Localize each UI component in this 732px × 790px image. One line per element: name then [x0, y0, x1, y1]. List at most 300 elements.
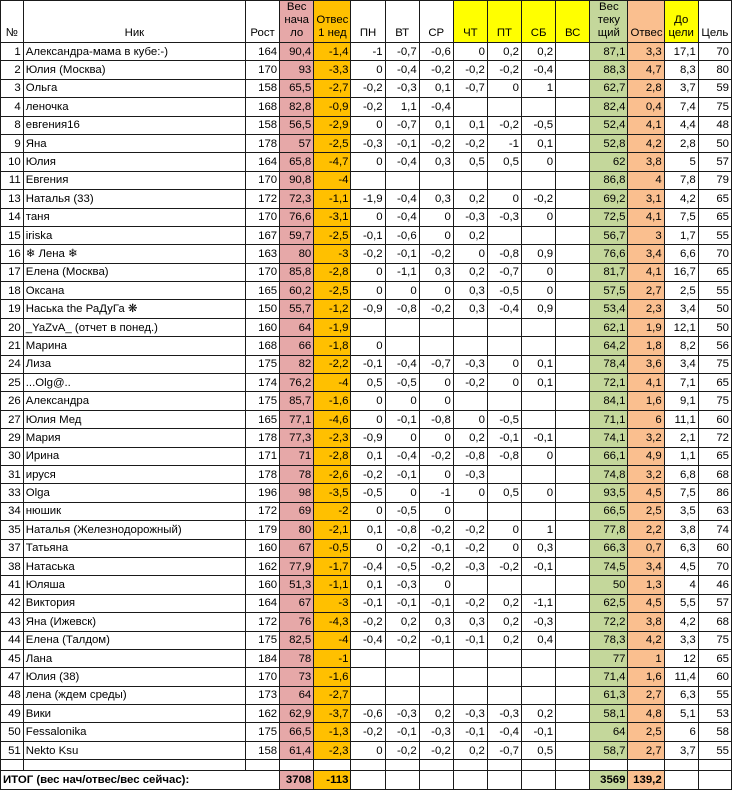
cell-fri[interactable]: 0,5	[487, 153, 521, 171]
cell-fri[interactable]: -0,8	[487, 447, 521, 465]
cell-height[interactable]: 164	[246, 153, 280, 171]
cell-fri[interactable]: 0,2	[487, 594, 521, 612]
cell-wed[interactable]: -0,1	[419, 631, 453, 649]
cell-sun[interactable]	[556, 741, 590, 759]
cell-goal[interactable]: 65	[698, 263, 731, 281]
cell-to-goal[interactable]: 4,2	[664, 613, 698, 631]
cell-wed[interactable]	[419, 668, 453, 686]
cell-loss-week[interactable]: -4	[314, 171, 351, 189]
cell-to-goal[interactable]: 11,1	[664, 410, 698, 428]
cell-weight-current[interactable]: 77,8	[590, 521, 628, 539]
cell-nick[interactable]: _YaZvA_ (отчет в понед.)	[23, 318, 245, 336]
cell-weight-current[interactable]: 66,3	[590, 539, 628, 557]
cell-loss[interactable]: 4,8	[628, 705, 664, 723]
cell-fri[interactable]: -1	[487, 134, 521, 152]
cell-thu[interactable]	[453, 502, 487, 520]
cell-mon[interactable]: -0,1	[351, 355, 385, 373]
cell-nick[interactable]: ...Olg@..	[23, 374, 245, 392]
cell-fri[interactable]: -0,7	[487, 263, 521, 281]
cell-loss[interactable]: 2,2	[628, 521, 664, 539]
cell-fri[interactable]: 0	[487, 79, 521, 97]
cell-weight-start[interactable]: 66,5	[280, 723, 314, 741]
cell-row-num[interactable]: 3	[1, 79, 24, 97]
cell-tue[interactable]: 0	[385, 392, 419, 410]
cell-row-num[interactable]: 20	[1, 318, 24, 336]
cell-mon[interactable]: -0,2	[351, 98, 385, 116]
cell-goal[interactable]: 55	[698, 226, 731, 244]
cell-wed[interactable]	[419, 337, 453, 355]
cell-to-goal[interactable]: 7,1	[664, 374, 698, 392]
cell-height[interactable]: 178	[246, 134, 280, 152]
cell-row-num[interactable]: 30	[1, 447, 24, 465]
cell-nick[interactable]: Ольга	[23, 79, 245, 97]
cell-fri[interactable]: -0,5	[487, 410, 521, 428]
cell-fri[interactable]: -0,5	[487, 282, 521, 300]
cell-mon[interactable]: 0,1	[351, 447, 385, 465]
cell-height[interactable]: 158	[246, 116, 280, 134]
cell-weight-start[interactable]: 78	[280, 649, 314, 667]
cell-mon[interactable]: 0	[351, 539, 385, 557]
cell-row-num[interactable]: 47	[1, 668, 24, 686]
cell-height[interactable]: 196	[246, 484, 280, 502]
cell-weight-current[interactable]: 72,5	[590, 208, 628, 226]
cell-thu[interactable]: 0,2	[453, 190, 487, 208]
cell-weight-current[interactable]: 56,7	[590, 226, 628, 244]
cell-row-num[interactable]: 11	[1, 171, 24, 189]
cell-row-num[interactable]: 45	[1, 649, 24, 667]
cell-nick[interactable]: Александра-мама в кубе:-)	[23, 43, 245, 61]
cell-weight-start[interactable]: 71	[280, 447, 314, 465]
cell-row-num[interactable]: 18	[1, 282, 24, 300]
cell-weight-current[interactable]: 78,4	[590, 355, 628, 373]
cell-loss-week[interactable]: -2,8	[314, 447, 351, 465]
cell-to-goal[interactable]: 9,1	[664, 392, 698, 410]
cell-sat[interactable]: 1	[522, 79, 556, 97]
col-to-goal-header[interactable]: До цели	[664, 1, 698, 43]
cell-sat[interactable]: -0,5	[522, 116, 556, 134]
cell-fri[interactable]	[487, 668, 521, 686]
cell-wed[interactable]: -0,2	[419, 134, 453, 152]
cell-to-goal[interactable]: 17,1	[664, 43, 698, 61]
cell-mon[interactable]: 0	[351, 741, 385, 759]
cell-goal[interactable]: 80	[698, 61, 731, 79]
cell-loss-week[interactable]: -1,8	[314, 337, 351, 355]
cell-loss[interactable]: 1,9	[628, 318, 664, 336]
cell-thu[interactable]: -0,3	[453, 355, 487, 373]
cell-nick[interactable]: Мария	[23, 429, 245, 447]
cell-thu[interactable]	[453, 337, 487, 355]
cell-weight-current[interactable]: 62,1	[590, 318, 628, 336]
cell-sun[interactable]	[556, 374, 590, 392]
cell-sun[interactable]	[556, 116, 590, 134]
cell-weight-current[interactable]: 81,7	[590, 263, 628, 281]
cell-loss-week[interactable]: -2,5	[314, 226, 351, 244]
cell-loss[interactable]: 4,5	[628, 484, 664, 502]
cell-nick[interactable]: Юлия (38)	[23, 668, 245, 686]
cell-weight-current[interactable]: 53,4	[590, 300, 628, 318]
cell-goal[interactable]: 50	[698, 134, 731, 152]
cell-fri[interactable]	[487, 171, 521, 189]
cell-loss[interactable]: 2,7	[628, 282, 664, 300]
cell-thu[interactable]	[453, 392, 487, 410]
cell-loss-week[interactable]: -1	[314, 649, 351, 667]
cell-loss[interactable]: 4,2	[628, 631, 664, 649]
cell-nick[interactable]: Ирина	[23, 447, 245, 465]
cell-goal[interactable]: 72	[698, 429, 731, 447]
cell-fri[interactable]: 0,2	[487, 43, 521, 61]
cell-height[interactable]: 178	[246, 465, 280, 483]
cell-weight-current[interactable]: 58,1	[590, 705, 628, 723]
cell-goal[interactable]: 75	[698, 631, 731, 649]
cell-sun[interactable]	[556, 318, 590, 336]
cell-fri[interactable]: -0,7	[487, 741, 521, 759]
cell-goal[interactable]: 75	[698, 392, 731, 410]
cell-nick[interactable]: Александра	[23, 392, 245, 410]
total-weight-current[interactable]: 3569	[590, 771, 628, 789]
cell-weight-start[interactable]: 51,3	[280, 576, 314, 594]
cell-weight-current[interactable]: 50	[590, 576, 628, 594]
cell-row-num[interactable]: 2	[1, 61, 24, 79]
cell-goal[interactable]: 57	[698, 153, 731, 171]
cell-to-goal[interactable]: 12,1	[664, 318, 698, 336]
cell-goal[interactable]: 55	[698, 686, 731, 704]
cell-thu[interactable]	[453, 98, 487, 116]
cell-nick[interactable]: Яна	[23, 134, 245, 152]
cell-goal[interactable]: 70	[698, 43, 731, 61]
cell-weight-current[interactable]: 64	[590, 723, 628, 741]
cell-wed[interactable]: 0,3	[419, 613, 453, 631]
cell-tue[interactable]: -0,1	[385, 723, 419, 741]
cell-thu[interactable]: -0,2	[453, 521, 487, 539]
cell-height[interactable]: 158	[246, 79, 280, 97]
cell-weight-current[interactable]: 66,1	[590, 447, 628, 465]
cell-to-goal[interactable]: 2,1	[664, 429, 698, 447]
cell-loss[interactable]: 2,7	[628, 686, 664, 704]
cell-wed[interactable]: 0	[419, 226, 453, 244]
cell-row-num[interactable]: 29	[1, 429, 24, 447]
cell-thu[interactable]: 0,3	[453, 282, 487, 300]
cell-tue[interactable]: -0,3	[385, 576, 419, 594]
cell-wed[interactable]: -0,2	[419, 741, 453, 759]
cell-row-num[interactable]: 41	[1, 576, 24, 594]
cell-fri[interactable]: 0	[487, 190, 521, 208]
cell-loss[interactable]: 0,4	[628, 98, 664, 116]
cell-to-goal[interactable]: 8,3	[664, 61, 698, 79]
cell-weight-start[interactable]: 65,8	[280, 153, 314, 171]
cell-goal[interactable]: 75	[698, 355, 731, 373]
cell-fri[interactable]: -0,3	[487, 208, 521, 226]
cell-height[interactable]: 165	[246, 410, 280, 428]
cell-height[interactable]: 172	[246, 502, 280, 520]
cell-mon[interactable]	[351, 668, 385, 686]
cell-sun[interactable]	[556, 686, 590, 704]
cell-height[interactable]: 162	[246, 557, 280, 575]
cell-weight-start[interactable]: 93	[280, 61, 314, 79]
cell-weight-current[interactable]: 66,5	[590, 502, 628, 520]
cell-to-goal[interactable]: 3,4	[664, 355, 698, 373]
cell-loss[interactable]: 4,1	[628, 208, 664, 226]
cell-mon[interactable]: -0,2	[351, 245, 385, 263]
cell-mon[interactable]: -1	[351, 43, 385, 61]
cell-loss[interactable]: 3,6	[628, 355, 664, 373]
cell-loss[interactable]: 3,4	[628, 245, 664, 263]
cell-loss-week[interactable]: -2,1	[314, 521, 351, 539]
cell-tue[interactable]: -0,1	[385, 410, 419, 428]
cell-mon[interactable]: 0	[351, 61, 385, 79]
cell-nick[interactable]: леночка	[23, 98, 245, 116]
cell-to-goal[interactable]: 16,7	[664, 263, 698, 281]
cell-sun[interactable]	[556, 337, 590, 355]
cell-loss[interactable]: 3,2	[628, 429, 664, 447]
cell-loss[interactable]: 3,1	[628, 190, 664, 208]
cell-thu[interactable]: -0,2	[453, 134, 487, 152]
cell-loss[interactable]: 1,6	[628, 392, 664, 410]
cell-tue[interactable]: -0,8	[385, 300, 419, 318]
cell-weight-current[interactable]: 52,4	[590, 116, 628, 134]
cell-goal[interactable]: 50	[698, 300, 731, 318]
cell-fri[interactable]: 0,5	[487, 484, 521, 502]
cell-loss[interactable]: 4,2	[628, 134, 664, 152]
cell-sat[interactable]: -1,1	[522, 594, 556, 612]
cell-sun[interactable]	[556, 43, 590, 61]
cell-row-num[interactable]: 48	[1, 686, 24, 704]
cell-tue[interactable]: -1,1	[385, 263, 419, 281]
cell-loss-week[interactable]: -0,5	[314, 539, 351, 557]
cell-loss-week[interactable]: -4,3	[314, 613, 351, 631]
cell-loss[interactable]: 4	[628, 171, 664, 189]
cell-mon[interactable]: 0,5	[351, 374, 385, 392]
cell-height[interactable]: 184	[246, 649, 280, 667]
cell-tue[interactable]: -0,1	[385, 465, 419, 483]
cell-sat[interactable]: 0,1	[522, 355, 556, 373]
cell-fri[interactable]: -0,4	[487, 300, 521, 318]
cell-goal[interactable]: 55	[698, 282, 731, 300]
cell-weight-current[interactable]: 78,3	[590, 631, 628, 649]
cell-nick[interactable]: Olga	[23, 484, 245, 502]
cell-weight-current[interactable]: 84,1	[590, 392, 628, 410]
cell-loss-week[interactable]: -1,7	[314, 557, 351, 575]
cell-goal[interactable]: 65	[698, 374, 731, 392]
cell-height[interactable]: 175	[246, 631, 280, 649]
cell-thu[interactable]	[453, 668, 487, 686]
cell-sun[interactable]	[556, 631, 590, 649]
cell-nick[interactable]: Наталья (33)	[23, 190, 245, 208]
cell-sun[interactable]	[556, 502, 590, 520]
cell-weight-start[interactable]: 55,7	[280, 300, 314, 318]
cell-weight-start[interactable]: 90,4	[280, 43, 314, 61]
cell-mon[interactable]: -0,9	[351, 300, 385, 318]
cell-to-goal[interactable]: 3,7	[664, 741, 698, 759]
cell-loss[interactable]: 2,5	[628, 723, 664, 741]
cell-thu[interactable]: -0,1	[453, 723, 487, 741]
cell-tue[interactable]: 1,1	[385, 98, 419, 116]
cell-loss[interactable]: 3,4	[628, 557, 664, 575]
cell-tue[interactable]: 0,2	[385, 613, 419, 631]
cell-mon[interactable]: 0	[351, 392, 385, 410]
cell-thu[interactable]: 0	[453, 43, 487, 61]
cell-wed[interactable]	[419, 318, 453, 336]
cell-nick[interactable]: iriska	[23, 226, 245, 244]
cell-thu[interactable]	[453, 171, 487, 189]
cell-height[interactable]: 170	[246, 208, 280, 226]
cell-wed[interactable]: 0	[419, 392, 453, 410]
cell-loss-week[interactable]: -3,3	[314, 61, 351, 79]
cell-sat[interactable]	[522, 502, 556, 520]
cell-wed[interactable]: 0	[419, 502, 453, 520]
cell-fri[interactable]	[487, 318, 521, 336]
cell-tue[interactable]: -0,5	[385, 557, 419, 575]
cell-to-goal[interactable]: 3,3	[664, 631, 698, 649]
cell-height[interactable]: 175	[246, 355, 280, 373]
cell-to-goal[interactable]: 12	[664, 649, 698, 667]
cell-tue[interactable]: -0,4	[385, 208, 419, 226]
cell-sat[interactable]	[522, 668, 556, 686]
cell-fri[interactable]: 0	[487, 539, 521, 557]
cell-sat[interactable]: 0	[522, 484, 556, 502]
cell-loss[interactable]: 1,3	[628, 576, 664, 594]
cell-sat[interactable]: 0	[522, 153, 556, 171]
cell-tue[interactable]: -0,3	[385, 705, 419, 723]
cell-weight-start[interactable]: 56,5	[280, 116, 314, 134]
cell-sun[interactable]	[556, 557, 590, 575]
cell-sat[interactable]: 0	[522, 282, 556, 300]
cell-loss-week[interactable]: -3,5	[314, 484, 351, 502]
cell-tue[interactable]: -0,4	[385, 447, 419, 465]
cell-height[interactable]: 170	[246, 668, 280, 686]
cell-goal[interactable]: 65	[698, 649, 731, 667]
cell-row-num[interactable]: 26	[1, 392, 24, 410]
cell-wed[interactable]: 0	[419, 576, 453, 594]
cell-height[interactable]: 171	[246, 447, 280, 465]
cell-goal[interactable]: 65	[698, 208, 731, 226]
cell-nick[interactable]: Яна (Ижевск)	[23, 613, 245, 631]
col-loss-week-header[interactable]: Отвес 1 нед	[314, 1, 351, 43]
cell-row-num[interactable]: 8	[1, 116, 24, 134]
cell-nick[interactable]: Лиза	[23, 355, 245, 373]
cell-sat[interactable]	[522, 337, 556, 355]
cell-goal[interactable]: 53	[698, 705, 731, 723]
cell-sat[interactable]: -0,4	[522, 61, 556, 79]
cell-weight-start[interactable]: 76,2	[280, 374, 314, 392]
cell-thu[interactable]: 0,2	[453, 741, 487, 759]
cell-weight-current[interactable]: 93,5	[590, 484, 628, 502]
cell-wed[interactable]: -0,2	[419, 61, 453, 79]
cell-sat[interactable]	[522, 318, 556, 336]
cell-fri[interactable]	[487, 576, 521, 594]
cell-height[interactable]: 168	[246, 98, 280, 116]
cell-thu[interactable]: 0	[453, 410, 487, 428]
cell-goal[interactable]: 86	[698, 484, 731, 502]
cell-mon[interactable]: -0,1	[351, 226, 385, 244]
cell-sat[interactable]: 0,5	[522, 741, 556, 759]
cell-nick[interactable]: евгения16	[23, 116, 245, 134]
cell-wed[interactable]	[419, 686, 453, 704]
cell-row-num[interactable]: 1	[1, 43, 24, 61]
cell-thu[interactable]: -0,8	[453, 447, 487, 465]
cell-sun[interactable]	[556, 521, 590, 539]
cell-tue[interactable]: -0,2	[385, 741, 419, 759]
cell-mon[interactable]: -0,4	[351, 631, 385, 649]
cell-weight-current[interactable]: 77	[590, 649, 628, 667]
cell-thu[interactable]: 0,3	[453, 613, 487, 631]
cell-height[interactable]: 165	[246, 282, 280, 300]
cell-sun[interactable]	[556, 355, 590, 373]
cell-weight-start[interactable]: 65,5	[280, 79, 314, 97]
cell-goal[interactable]: 63	[698, 502, 731, 520]
cell-nick[interactable]: Наська the РаДуГа ❋	[23, 300, 245, 318]
cell-height[interactable]: 168	[246, 337, 280, 355]
cell-wed[interactable]: 0,3	[419, 263, 453, 281]
cell-mon[interactable]: -0,9	[351, 429, 385, 447]
cell-to-goal[interactable]: 1,1	[664, 447, 698, 465]
cell-to-goal[interactable]: 7,5	[664, 208, 698, 226]
cell-tue[interactable]	[385, 171, 419, 189]
cell-wed[interactable]: -0,8	[419, 410, 453, 428]
cell-mon[interactable]: 0	[351, 337, 385, 355]
cell-weight-start[interactable]: 69	[280, 502, 314, 520]
cell-thu[interactable]	[453, 649, 487, 667]
cell-loss-week[interactable]: -3,7	[314, 705, 351, 723]
cell-sat[interactable]: -0,2	[522, 190, 556, 208]
cell-to-goal[interactable]: 4,4	[664, 116, 698, 134]
cell-row-num[interactable]: 9	[1, 134, 24, 152]
cell-loss[interactable]: 1,6	[628, 668, 664, 686]
cell-tue[interactable]: -0,5	[385, 502, 419, 520]
total-loss[interactable]: 139,2	[628, 771, 664, 789]
cell-mon[interactable]	[351, 649, 385, 667]
cell-loss-week[interactable]: -4	[314, 631, 351, 649]
col-tue-header[interactable]: ВТ	[385, 1, 419, 43]
cell-weight-start[interactable]: 59,7	[280, 226, 314, 244]
cell-weight-start[interactable]: 82,5	[280, 631, 314, 649]
cell-fri[interactable]	[487, 226, 521, 244]
cell-row-num[interactable]: 43	[1, 613, 24, 631]
cell-tue[interactable]: 0	[385, 429, 419, 447]
cell-nick[interactable]: Юлия Мед	[23, 410, 245, 428]
cell-to-goal[interactable]: 6,3	[664, 686, 698, 704]
cell-sun[interactable]	[556, 576, 590, 594]
cell-height[interactable]: 160	[246, 539, 280, 557]
cell-to-goal[interactable]: 3,5	[664, 502, 698, 520]
cell-mon[interactable]: 0,1	[351, 521, 385, 539]
cell-thu[interactable]: 0,1	[453, 116, 487, 134]
cell-wed[interactable]: -0,2	[419, 245, 453, 263]
cell-loss[interactable]: 1,8	[628, 337, 664, 355]
cell-height[interactable]: 170	[246, 263, 280, 281]
cell-height[interactable]: 170	[246, 171, 280, 189]
cell-wed[interactable]: -0,2	[419, 447, 453, 465]
cell-wed[interactable]: -0,7	[419, 355, 453, 373]
total-loss-week[interactable]: -113	[314, 771, 351, 789]
cell-tue[interactable]: -0,6	[385, 226, 419, 244]
cell-mon[interactable]: 0	[351, 502, 385, 520]
col-wed-header[interactable]: СР	[419, 1, 453, 43]
cell-goal[interactable]: 68	[698, 613, 731, 631]
cell-mon[interactable]: -0,2	[351, 723, 385, 741]
cell-loss[interactable]: 2,5	[628, 502, 664, 520]
cell-tue[interactable]: -0,4	[385, 153, 419, 171]
cell-tue[interactable]	[385, 337, 419, 355]
cell-weight-current[interactable]: 58,7	[590, 741, 628, 759]
cell-weight-start[interactable]: 73	[280, 668, 314, 686]
cell-thu[interactable]: -0,7	[453, 79, 487, 97]
cell-nick[interactable]: ❄ Лена ❄	[23, 245, 245, 263]
cell-height[interactable]: 172	[246, 190, 280, 208]
cell-weight-start[interactable]: 64	[280, 686, 314, 704]
cell-weight-current[interactable]: 74,8	[590, 465, 628, 483]
cell-sat[interactable]: 0,1	[522, 374, 556, 392]
cell-sat[interactable]	[522, 576, 556, 594]
